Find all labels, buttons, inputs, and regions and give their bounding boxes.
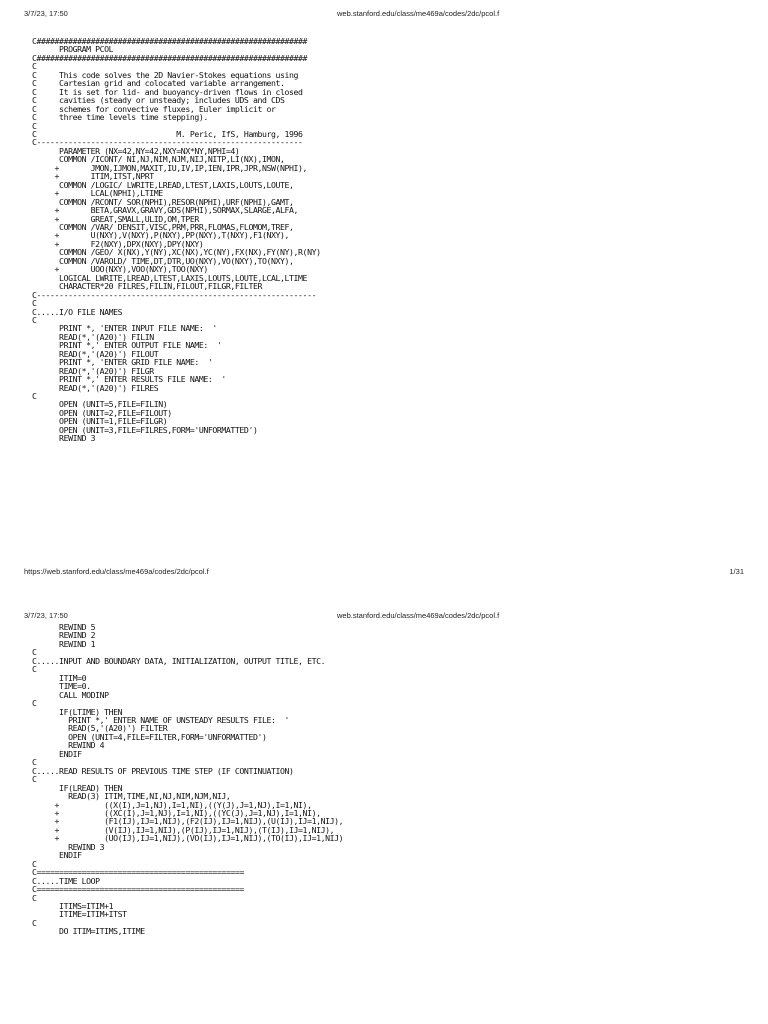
fortran-source-code: REWIND 5 REWIND 2 REWIND 1 C C.....INPUT AND BOUNDARY DATA, INITIALIZATION, OUTPUT TITLE, ETC. C ITIM=0 TIME=0. CALL MODINP C IF(LTIME) THEN PRINT *,' ENTER NAME OF UNSTEADY RESULTS FILE: ' READ(5,'(A20)') FILTER OPEN (UNIT=4,FILE=FILTER,FORM='UNFORMATTED') REWIND 4 ENDIF C C.....READ RESULTS OF PREVIOUS TIME STEP (IF CONTINUATION) C IF(LREAD) THEN READ(3) ITIM,TIME,NI,NJ,NIM,NJM,NIJ, + ((X(I),J=1,NJ),I=1,NI),((Y(J),J=1,NJ),I=1,NI), + ((XC(I),J=1,NJ),I=1,NI),((YC(J),J=1,NJ),I=1,NI), + (F1(IJ),IJ=1,NIJ),(F2(IJ),IJ=1,NIJ),(U(IJ),IJ=1,NIJ), + (V(IJ),IJ=1,NIJ),(P(IJ),IJ=1,NIJ),(T(IJ),IJ=1,NIJ), + (UO(IJ),IJ=1,NIJ),(VO(IJ),IJ=1,NIJ),(TO(IJ),IJ=1,NIJ) REWIND 3 ENDIF C C============================================== C.....TIME LOOP C============================================== C ITIMS=ITIM+1 ITIME=ITIM+ITST C DO ITIM=ITIMS,ITIME — [32, 622, 344, 937]
print-datetime: 3/7/23, 17:50 — [24, 611, 68, 620]
print-datetime: 3/7/23, 17:50 — [24, 9, 68, 18]
header-url[interactable]: web.stanford.edu/class/me469a/codes/2dc/pcol.f — [337, 9, 500, 18]
page-header — [0, 9, 768, 23]
page-footer — [0, 567, 768, 581]
header-url[interactable]: web.stanford.edu/class/me469a/codes/2dc/pcol.f — [337, 611, 500, 620]
page-number: 1/31 — [729, 567, 744, 576]
footer-url[interactable]: https://web.stanford.edu/class/me469a/codes/2dc/pcol.f — [24, 567, 209, 576]
pdf-page-2 — [0, 602, 768, 1024]
fortran-source-code: C############################################################ PROGRAM PCOL C############################################################ C C This code solves the 2D Navier-Stokes equations using C Cartesian grid and colocated variable arrangement. C It is set for lid- and buoyancy-driven flows in closed C cavities (steady or unsteady; includes UDS and CDS C schemes for convective fluxes, Euler implicit or C three time levels time stepping). C C M. Peric, IfS, Hamburg, 1996 C----------------------------------------------------------- PARAMETER (NX=42,NY=42,NXY=NX*NY,NPHI=4) COMMON /ICONT/ NI,NJ,NIM,NJM,NIJ,NITP,LI(NX),IMON, + JMON,IJMON,MAXIT,IU,IV,IP,IEN,IPR,JPR,NSW(NPHI), + ITIM,ITST,NPRT COMMON /LOGIC/ LWRITE,LREAD,LTEST,LAXIS,LOUTS,LOUTE, + LCAL(NPHI),LTIME COMMON /RCONT/ SOR(NPHI),RESOR(NPHI),URF(NPHI),GAMT, + BETA,GRAVX,GRAVY,GDS(NPHI),SORMAX,SLARGE,ALFA, + GREAT,SMALL,ULID,OM,TPER COMMON /VAR/ DENSIT,VISC,PRM,PRR,FLOMAS,FLOMOM,TREF, + U(NXY),V(NXY),P(NXY),PP(NXY),T(NXY),F1(NXY), + F2(NXY),DPX(NXY),DPY(NXY) COMMON /GEO/ X(NX),Y(NY),XC(NX),YC(NY),FX(NX),FY(NY),R(NY) COMMON /VAROLD/ TIME,DT,DTR,UO(NXY),VO(NXY),TO(NXY), + UOO(NXY),VOO(NXY),TOO(NXY) LOGICAL LWRITE,LREAD,LTEST,LAXIS,LOUTS,LOUTE,LCAL,LTIME CHARACTER*20 FILRES,FILIN,FILOUT,FILGR,FILTER C-------------------------------------------------------------- C C.....I/O FILE NAMES C PRINT *, 'ENTER INPUT FILE NAME: ' READ(*,'(A20)') FILIN PRINT *,' ENTER OUTPUT FILE NAME: ' READ(*,'(A20)') FILOUT PRINT *, 'ENTER GRID FILE NAME: ' READ(*,'(A20)') FILGR PRINT *,' ENTER RESULTS FILE NAME: ' READ(*,'(A20)') FILRES C OPEN (UNIT=5,FILE=FILIN) OPEN (UNIT=2,FILE=FILOUT) OPEN (UNIT=1,FILE=FILGR) OPEN (UNIT=3,FILE=FILRES,FORM='UNFORMATTED') REWIND 3 — [32, 36, 321, 444]
page-separator — [0, 590, 768, 591]
